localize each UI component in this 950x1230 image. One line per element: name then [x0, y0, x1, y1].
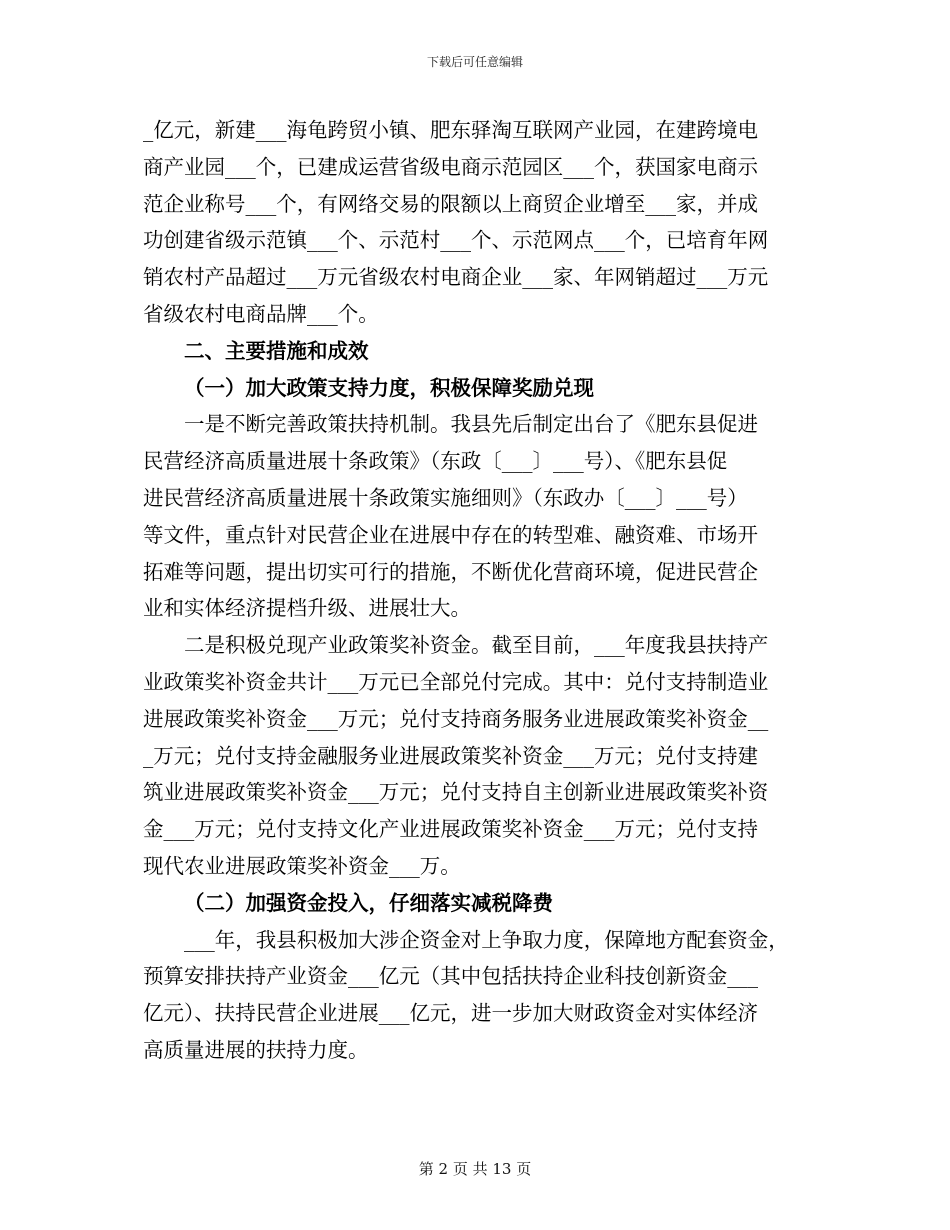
paragraph-line: _亿元，新建___海龟跨贸小镇、肥东驿淘互联网产业园，在建跨境电: [143, 118, 758, 142]
paragraph-line: 业和实体经济提档升级、进展壮大。: [143, 596, 471, 621]
paragraph-line: 进展政策奖补资金___万元；兑付支持商务服务业进展政策奖补资金__: [143, 706, 769, 731]
paragraph-first-line: 二是积极兑现产业政策奖补资金。截至目前，___年度我县扶持产: [184, 633, 769, 658]
paragraph-line: 筑业进展政策奖补资金___万元；兑付支持自主创新业进展政策奖补资: [143, 780, 769, 805]
document-body: [143, 112, 807, 1069]
section-heading: （一）加大政策支持力度，积极保障奖励兑现: [184, 375, 594, 400]
paragraph-first-line: 一是不断完善政策扶持机制。我县先后制定出台了《肥东县促进: [184, 412, 758, 437]
section-heading: （二）加强资金投入，仔细落实减税降费: [184, 890, 553, 915]
paragraph-line: 高质量进展的扶持力度。: [143, 1037, 369, 1062]
paragraph-line: 业政策奖补资金共计___万元已全部兑付完成。其中：兑付支持制造业: [143, 669, 769, 694]
paragraph-line: 销农村产品超过___万元省级农村电商企业___家、年网销超过___万元: [143, 265, 769, 290]
paragraph-line: 商产业园___个，已建成运营省级电商示范园区___个，获国家电商示: [143, 154, 758, 179]
paragraph-line: 金___万元；兑付支持文化产业进展政策奖补资金___万元；兑付支持: [143, 817, 758, 842]
paragraph-line: 进民营经济高质量进展十条政策实施细则》（东政办〔___〕___号）: [143, 485, 748, 510]
paragraph-line: 范企业称号___个，有网络交易的限额以上商贸企业增至___家，并成: [143, 191, 758, 216]
page-header: 下载后可任意编辑: [426, 55, 523, 69]
section-heading: 二、主要措施和成效: [184, 338, 369, 363]
paragraph-line: 等文件，重点针对民营企业在进展中存在的转型难、融资难、市场开: [143, 522, 758, 547]
page-footer: 第 2 页 共 13 页: [418, 1160, 532, 1178]
paragraph-line: 省级农村电商品牌___个。: [143, 301, 379, 326]
paragraph-line: 预算安排扶持产业资金___亿元（其中包括扶持企业科技创新资金___: [143, 964, 758, 989]
paragraph-line: 亿元）、扶持民营企业进展___亿元，进一步加大财政资金对实体经济: [143, 1001, 758, 1026]
paragraph-line: _万元；兑付支持金融服务业进展政策奖补资金___万元；兑付支持建: [143, 743, 758, 768]
paragraph-line: 拓难等问题，提出切实可行的措施，不断优化营商环境，促进民营企: [143, 559, 758, 584]
paragraph-line: 现代农业进展政策奖补资金___万。: [143, 853, 461, 878]
paragraph-line: 功创建省级示范镇___个、示范村___个、示范网点___个，已培育年网: [143, 228, 769, 253]
paragraph-first-line: ___年，我县积极加大涉企资金对上争取力度，保障地方配套资金，: [184, 927, 789, 952]
paragraph-line: 民营经济高质量进展十条政策》（东政〔___〕___号）、《肥东县促: [143, 449, 728, 474]
